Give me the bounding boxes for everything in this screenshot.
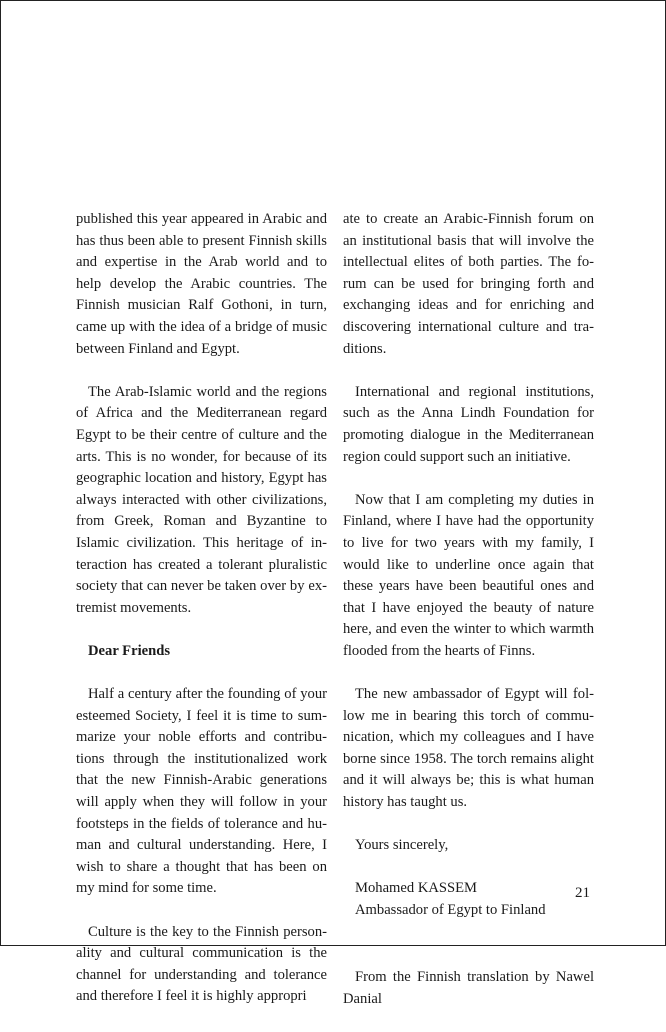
page-number: 21 [575,885,590,901]
paragraph: The Arab-Islamic world and the regions of Africa and the Mediterranean regard Egypt to be their centre of culture and the arts. This is no wonder, for because of its geographic location and history, Egypt has always interacted with other civilizations, from Greek, Roman and Byzantine to Islamic civilization. This heritage of interaction has created a tolerant pluralistic society that can never be taken over by extremist movements. [76,383,327,616]
signature-block [343,878,594,921]
paragraph: Now that I am completing my duties in Finland, where I have had the opportunity to live for two years with my family, I would like to underline once again that these years have been beautiful ones and that I have enjoyed the beauty of nature here, and even the winter to which warmth flooded from the hearts of Finns. [343,491,594,659]
paragraph: Culture is the key to the Finnish personality and cultural communication is the channel for understanding and tolerance and therefore I feel it is highly appropri [76,923,327,1005]
paragraph: published this year appeared in Arabic and has thus been able to present Finnish skills and expertise in the Arab world and to help develop the Arabic countries. The Finnish musician Ralf Gothoni, in turn, came up with the idea of a bridge of music between Finland and Egypt. [76,211,327,357]
left-column [76,209,327,1030]
paragraph: ate to create an Arabic-Finnish forum on an institutional basis that will involve the intellectual elites of both parties. The forum can be used for bringing forth and exchanging ideas and for enriching and discovering international culture and traditions. [343,211,594,357]
right-column [343,209,594,1032]
paragraph: International and regional institutions, such as the Anna Lindh Foundation for promoting dialogue in the Mediterranean region could support such an initiative. [343,383,594,465]
spacer [343,943,594,967]
paragraph: The new ambassador of Egypt will follow me in bearing this torch of communication, which my colleagues and I have borne since 1958. The torch remains alight and it will always be; this is what human history has taught us. [343,686,594,811]
closing: Yours sincerely, [355,837,449,854]
section-heading: Dear Friends [88,642,171,659]
signature-name: Mohamed KASSEM [355,880,478,897]
translation-note: From the Finnish translation by Nawel Danial [343,969,594,1007]
signature-title: Ambassador of Egypt to Finland [355,902,546,918]
paragraph: Half a century after the founding of your esteemed Society, I feel it is time to summarize your noble efforts and contributions through the institutionalized work that the new Finnish-Arabic generations will apply when they will follow in your footsteps in the fields of tolerance and human and cultural understanding. Here, I wish to share a thought that has been on my mind for some time. [76,686,327,897]
